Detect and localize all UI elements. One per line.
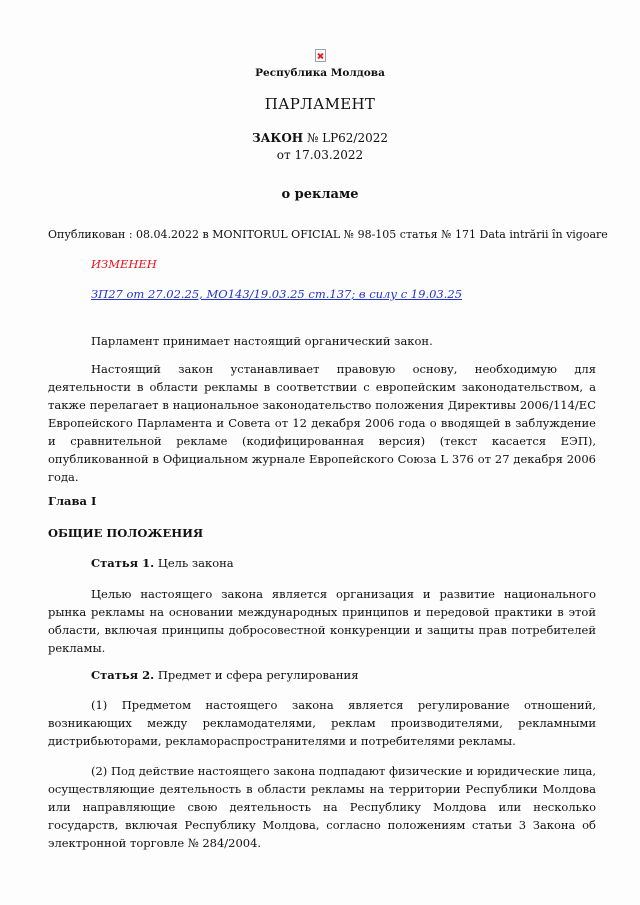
law-number-line — [0, 131, 640, 145]
amendment-link[interactable]: ЗП27 от 27.02.25, MO143/19.03.25 ст.137; в силу с 19.03.25 — [91, 287, 463, 301]
article-1-paragraph-1: Целью настоящего закона является организация и развитие национального рынка рекламы на основании международных принципов и передовой практики в этой области, включая принципы добросовестной конкуренции и защиты прав потребителей рекламы. — [48, 587, 596, 655]
chapter-title: ОБЩИЕ ПОЛОЖЕНИЯ — [48, 526, 204, 540]
article-1-heading — [48, 554, 596, 572]
intro-paragraph: Настоящий закон устанавливает правовую основу, необходимую для деятельности в области рекламы в соответствии с европейским законодательством, а также перелагает в национальное законодательство положения Директивы 2006/114/ЕС Европейского Парламента и Совета от 12 декабря 2006 года о вводящей в заблуждение и сравнительной рекламе (кодифицированная версия) (текст касается ЕЭП), опубликованной в Официальном журнале Европейского Союза L 376 от 27 декабря 2006 года. — [48, 362, 596, 484]
law-label: ЗАКОН — [251, 131, 304, 145]
law-date: от 17.03.2022 — [276, 148, 364, 162]
article-2-paragraph-2: (2) Под действие настоящего закона подпадают физические и юридические лица, осуществляющие деятельность в области рекламы на территории Республики Молдова или направляющие свою деятельность на Республику Молдова или несколько государств, включая Республику Молдова, согласно положениям статьи 3 Закона об электронной торговле № 284/2004. — [48, 764, 596, 850]
preamble: Парламент принимает настоящий органический закон. — [91, 334, 433, 348]
article-1-label: Статья 1. — [91, 556, 155, 570]
article-2-label: Статья 2. — [91, 668, 155, 682]
article-2-paragraph-1: (1) Предметом настоящего закона является регулирование отношений, возникающих между рекламодателями, реклам производителями, рекламными дистрибьюторами, рекламораспространителями и потребителями рекламы. — [48, 698, 596, 748]
article-2-heading — [48, 666, 596, 684]
broken-image-icon — [315, 49, 326, 62]
institution-name: ПАРЛАМЕНТ — [264, 95, 376, 113]
emblem-container — [0, 47, 640, 66]
chapter-number: Глава I — [48, 494, 97, 508]
law-title: о рекламе — [281, 187, 359, 202]
publication-info: Опубликован : 08.04.2022 в MONITORUL OFICIAL № 98-105 статья № 171 Data intrării în vigoare — [48, 228, 608, 241]
amendment-status: ИЗМЕНЕН — [91, 257, 157, 271]
article-1-title: Цель закона — [154, 556, 234, 570]
law-number: № LP62/2022 — [306, 131, 389, 145]
article-2-title: Предмет и сфера регулирования — [154, 668, 359, 682]
republic-name: Республика Молдова — [255, 67, 385, 79]
